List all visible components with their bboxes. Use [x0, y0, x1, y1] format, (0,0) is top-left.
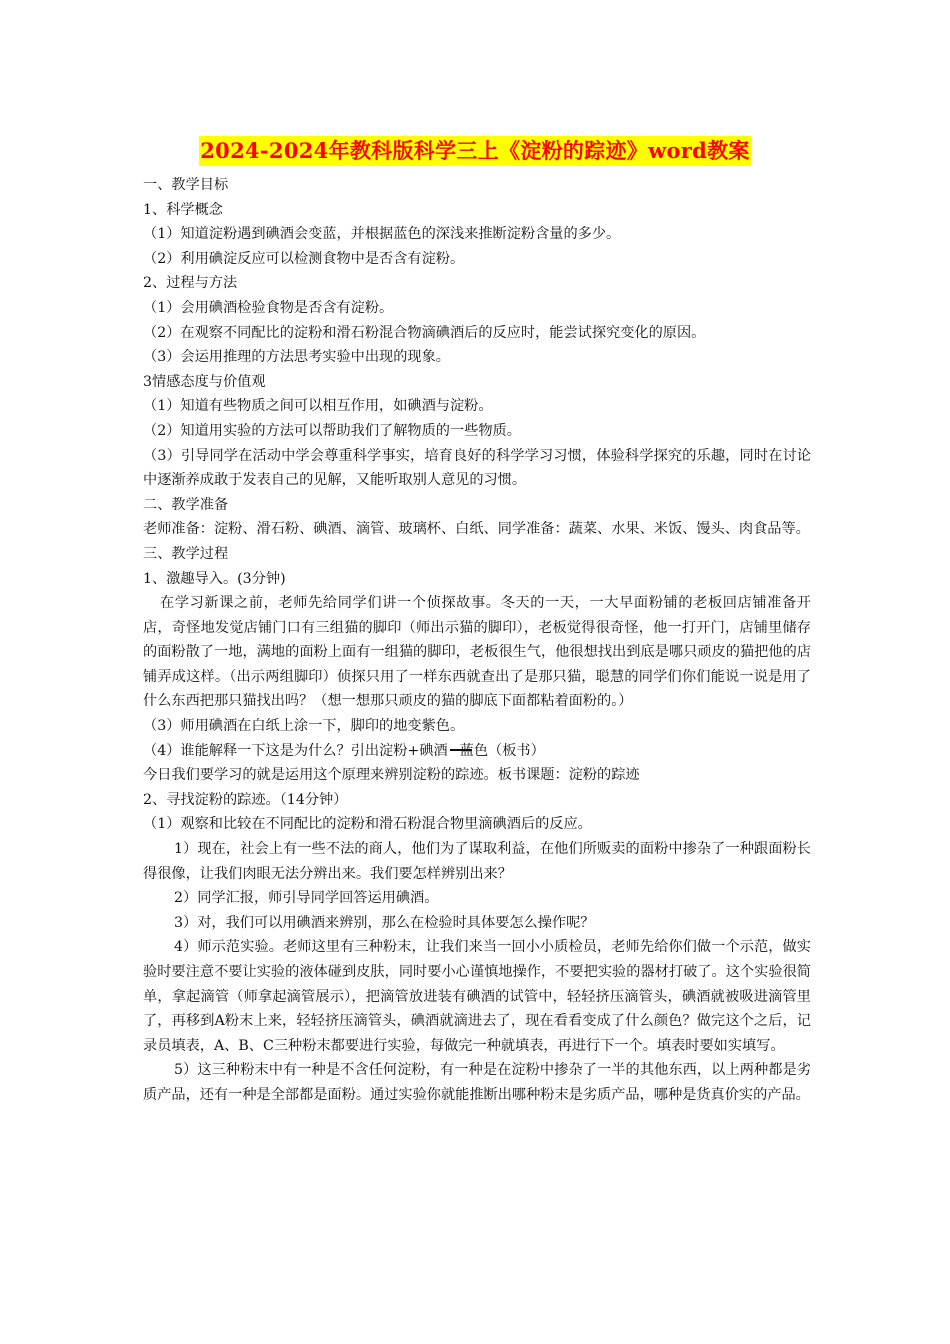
paragraph: 在学习新课之前，老师先给同学们讲一个侦探故事。冬天的一天，一大早面粉铺的老板回店铺准备开店，奇怪地发觉店铺门口有三组猫的脚印（师出示猫的脚印），老板觉得很奇怪，他一打开门，店铺里储存的面粉散了一地，满地的面粉上面有一组猫的脚印，老板很生气，他很想找出到底是哪只顽皮的猫把他的店铺弄成这样。（出示两组脚印）侦探只用了一样东西就查出了是那只猫，聪慧的同学们你们能说一说是用了什么东西把那只猫找出吗？（想一想那只顽皮的猫的脚底下面都粘着面粉的。）: [143, 595, 811, 710]
paragraph: 今日我们要学习的就是运用这个原理来辨别淀粉的踪迹。板书课题：淀粉的踪迹: [143, 767, 640, 784]
title-area: [0, 136, 950, 166]
document-title: 2024-2024年教科版科学三上《淀粉的踪迹》word教案: [199, 136, 750, 166]
paragraph: （1）知道淀粉遇到碘酒会变蓝，并根据蓝色的深浅来推断淀粉含量的多少。: [143, 226, 621, 243]
subsection-heading: 3情感态度与价值观: [143, 373, 266, 390]
paragraph: （1）知道有些物质之间可以相互作用，如碘酒与淀粉。: [143, 398, 493, 415]
arrow-icon: [450, 749, 472, 751]
paragraph: （2）在观察不同配比的淀粉和滑石粉混合物滴碘酒后的反应时，能尝试探究变化的原因。: [143, 324, 706, 341]
paragraph: 1）现在，社会上有一些不法的商人，他们为了谋取利益，在他们所贩卖的面粉中掺杂了一种跟面粉长得很像，让我们肉眼无法分辨出来。我们要怎样辨别出来？: [143, 841, 811, 882]
paragraph: （3）会运用推理的方法思考实验中出现的现象。: [143, 349, 450, 366]
subsection-heading: 1、激趣导入。(3分钟): [143, 570, 286, 587]
paragraph: 老师准备：淀粉、滑石粉、碘酒、滴管、玻璃杯、白纸、同学准备：蔬菜、水果、米饭、馒头、肉食品等。: [143, 521, 810, 538]
paragraph: （1）观察和比较在不同配比的淀粉和滑石粉混合物里滴碘酒后的反应。: [143, 816, 592, 833]
section-heading: 一、教学目标: [143, 177, 229, 193]
paragraph: [143, 739, 811, 764]
section-heading: 二、教学准备: [143, 496, 229, 513]
paragraph: （2）利用碘淀反应可以检测食物中是否含有淀粉。: [143, 250, 465, 267]
subsection-heading: 2、寻找淀粉的踪迹。（14分钟）: [143, 791, 348, 808]
paragraph: （2）知道用实验的方法可以帮助我们了解物质的一些物质。: [143, 422, 521, 439]
document-body: [143, 173, 811, 1108]
paragraph-text: （4）谁能解释一下这是为什么？引出淀粉+碘酒: [143, 742, 448, 759]
subsection-heading: 2、过程与方法: [143, 275, 238, 292]
section-heading: 三、教学过程: [143, 545, 229, 562]
paragraph: 3）对，我们可以用碘酒来辨别，那么在检验时具体要怎么操作呢？: [174, 914, 595, 931]
paragraph: 2）同学汇报，师引导同学回答运用碘酒。: [174, 890, 439, 907]
paragraph: 5）这三种粉末中有一种是不含任何淀粉，有一种是在淀粉中掺杂了一半的其他东西，以上两种都是劣质产品，还有一种是全部都是面粉。通过实验你就能推断出哪种粉末是劣质产品，哪种是货真价实的产品。: [143, 1062, 811, 1103]
paragraph: （3）师用碘酒在白纸上涂一下，脚印的地变紫色。: [143, 718, 465, 735]
paragraph: （1）会用碘酒检验食物是否含有淀粉。: [143, 299, 394, 316]
subsection-heading: 1、科学概念: [143, 201, 223, 218]
paragraph-text: 蓝色（板书）: [459, 742, 545, 759]
paragraph: 4）师示范实验。老师这里有三种粉末，让我们来当一回小小质检员，老师先给你们做一个示范，做实验时要注意不要让实验的液体碰到皮肤，同时要小心谨慎地操作，不要把实验的器材打破了。这个实验很简单，拿起滴管（师拿起滴管展示），把滴管放进装有碘酒的试管中，轻轻挤压滴管头，碘酒就被吸进滴管里了，再移到A粉末上来，轻轻挤压滴管头，碘酒就滴进去了，现在看看变成了什么颜色？做完这个之后，记录员填表，A、B、C三种粉末都要进行实验，每做完一种就填表，再进行下一个。填表时要如实填写。: [143, 939, 811, 1054]
paragraph: （3）引导同学在活动中学会尊重科学事实，培育良好的科学学习习惯，体验科学探究的乐趣，同时在讨论中逐渐养成敢于发表自己的见解，又能听取别人意见的习惯。: [143, 447, 811, 489]
